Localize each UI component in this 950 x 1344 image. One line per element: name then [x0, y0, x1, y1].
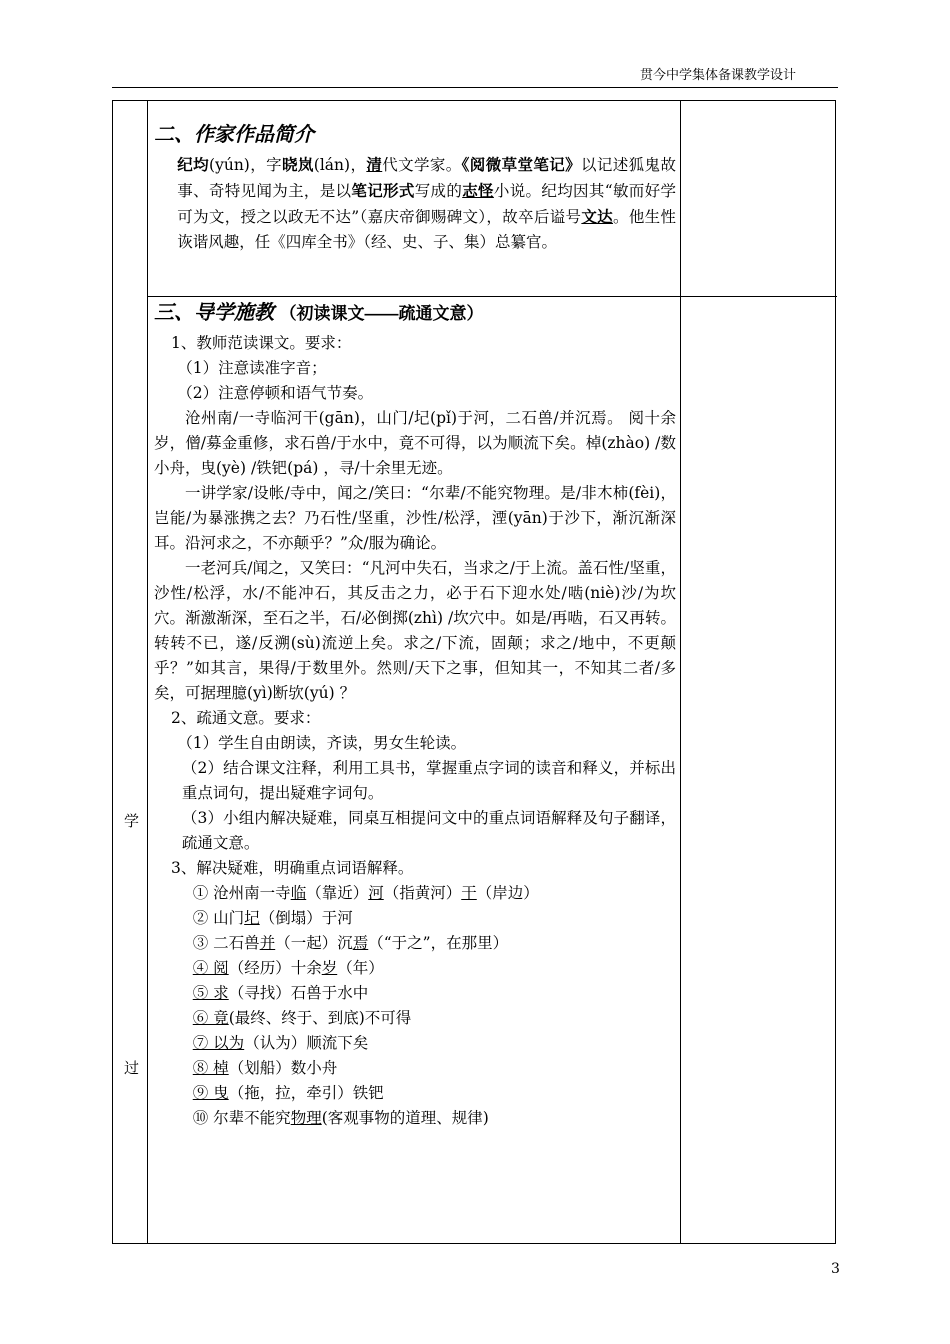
gloss-word: 物理	[290, 1109, 322, 1127]
form-keyword: 笔记形式	[351, 181, 415, 200]
section-title-author: 二、作家作品简介	[154, 124, 314, 146]
gloss-text: （一起）沉	[275, 934, 353, 952]
gloss-word: ④ 阅	[192, 959, 229, 977]
gloss-item	[154, 1106, 676, 1131]
column-divider-1	[147, 101, 148, 1243]
author-paragraph	[154, 152, 676, 255]
work-title: 《阅微草堂笔记》	[461, 155, 582, 174]
gloss-text: ③ 二石兽	[192, 934, 260, 952]
text-para-2: 一讲学家/设帐/寺中，闻之/笑曰：“尔辈/不能究物理。是/非木柿(fèi)，岂能/为暴涨携之去？乃石性/坚重，沙性/松浮，湮(yān)于沙下，渐沉渐深耳。沿河求之，不亦颠乎？”众/服为确论。	[154, 484, 676, 552]
title-sub: （初读课文——疏通文意）	[279, 304, 484, 323]
gloss-text: （倒塌）于河	[259, 909, 353, 927]
page-number: 3	[831, 1261, 840, 1277]
gloss-text: （寻找）石兽于水中	[228, 984, 369, 1002]
gloss-item	[154, 1056, 676, 1081]
text-para-1: 沧州南/一寺临河干(gān)，山门/圮(pǐ)于河，二石兽/并沉焉。 阅十余岁，僧/募金重修，求石兽/于水中，竟不可得，以为顺流下矣。棹(zhào) /数小舟，曳(yè) /铁钯(pá) ，寻/十余里无迹。	[154, 409, 676, 477]
dynasty: 清	[366, 155, 383, 174]
gloss-item	[154, 1031, 676, 1056]
gloss-word: ⑦ 以为	[192, 1034, 245, 1052]
title-main: 三、导学施教	[154, 302, 274, 324]
author-name: 纪均	[177, 155, 210, 174]
posthumous-name: 文达	[581, 207, 614, 226]
step-1: 1、教师范读课文。要求：	[171, 334, 352, 352]
header-rule	[112, 87, 838, 88]
side-label-guo: 过	[124, 1059, 140, 1077]
text-span: 。他生性诙谐风趣，任《四库全书》（经、史、子、集）总纂官。	[177, 208, 676, 251]
gloss-text: ⑩ 尔辈不能究	[192, 1109, 291, 1127]
gloss-text: ② 山门	[192, 909, 245, 927]
genre-keyword: 志怪	[462, 181, 494, 200]
gloss-item	[154, 1081, 676, 1106]
gloss-item	[154, 931, 676, 956]
gloss-word: ⑤ 求	[192, 984, 229, 1002]
text-span: 代文学家。	[382, 156, 462, 174]
gloss-item	[154, 956, 676, 981]
req-2-3: （3）小组内解决疑难，同桌互相提问文中的重点词语解释及句子翻译，疏通文意。	[181, 809, 676, 852]
gloss-word: ⑥ 竟	[192, 1009, 229, 1027]
gloss-word: ⑧ 棹	[192, 1059, 229, 1077]
req-2-1: （1）学生自由朗读，齐读，男女生轮读。	[177, 734, 467, 752]
gloss-text: (客观事物的道理、规律)	[321, 1109, 489, 1127]
text-span: 写成的	[414, 182, 463, 200]
gloss-text: （拖，拉，牵引）铁钯	[228, 1084, 384, 1102]
gloss-word: 临	[290, 884, 307, 902]
section-title-teaching	[154, 296, 676, 331]
gloss-text: （划船）数小舟	[228, 1059, 338, 1077]
gloss-item	[154, 981, 676, 1006]
section-author-intro	[154, 118, 676, 255]
text-span: (yún)，字	[209, 156, 283, 174]
column-divider-2	[680, 101, 681, 1243]
gloss-text: （经历）十余	[228, 959, 322, 977]
text-span: (lán)，	[313, 156, 367, 174]
gloss-word: 焉	[352, 934, 369, 952]
author-zi: 晓岚	[282, 155, 314, 174]
section-guided-teaching	[154, 296, 676, 1131]
gloss-text: ① 沧州南一寺	[192, 884, 291, 902]
gloss-word: 河	[368, 884, 384, 902]
step-2: 2、疏通文意。要求：	[171, 709, 321, 727]
gloss-word: 岁	[321, 959, 338, 977]
text-span: 以记述狐鬼故事、奇特见闻为主，是以	[177, 156, 676, 200]
gloss-text: （靠近）	[306, 884, 369, 902]
req-2: （2）注意停顿和语气节奏。	[177, 384, 374, 402]
gloss-item	[154, 1006, 676, 1031]
gloss-text: （“于之”，在那里）	[368, 934, 509, 952]
gloss-text: （认为）顺流下矣	[244, 1034, 369, 1052]
step-3: 3、解决疑难，明确重点词语解释。	[171, 859, 414, 877]
gloss-text: （年）	[337, 959, 384, 977]
gloss-item	[154, 906, 676, 931]
gloss-text: (最终、终于、到底)不可得	[228, 1009, 412, 1027]
req-1: （1）注意读准字音；	[177, 359, 327, 377]
text-span: 小说。纪均因其“敏而好学可为文，授之以政无不达”（嘉庆帝御赐碑文），故卒后谥号	[177, 182, 676, 226]
gloss-word: ⑨ 曳	[192, 1084, 229, 1102]
side-label-xue: 学	[124, 812, 140, 830]
gloss-text: （岸边）	[476, 884, 539, 902]
gloss-item	[154, 881, 676, 906]
gloss-word: 并	[259, 934, 276, 952]
gloss-text: （指黄河）	[383, 884, 462, 902]
req-2-2: （2）结合课文注释，利用工具书，掌握重点字词的读音和释义，并标出重点词句，提出疑难字词句。	[181, 759, 676, 802]
gloss-word: 圮	[244, 909, 260, 927]
gloss-word: 干	[461, 884, 477, 902]
text-para-3: 一老河兵/闻之，又笑曰：“凡河中失石，当求之/于上流。盖石性/坚重，沙性/松浮，水/不能冲石，其反击之力，必于石下迎水处/啮(niè)沙/为坎穴。渐激渐深，至石之半，石/必倒掷(zhì) /坎穴中。如是/再啮，石又再转。转转不已，遂/反溯(sù)流逆上矣。求之/下流，固颠；求之/地中，不更颠乎？”如其言，果得/于数里外。然则/天下之事，但知其一，不知其二者/多矣，可据理臆(yì)断欤(yú) ？	[154, 559, 676, 702]
page-header: 贯今中学集体备课教学设计	[640, 68, 797, 83]
